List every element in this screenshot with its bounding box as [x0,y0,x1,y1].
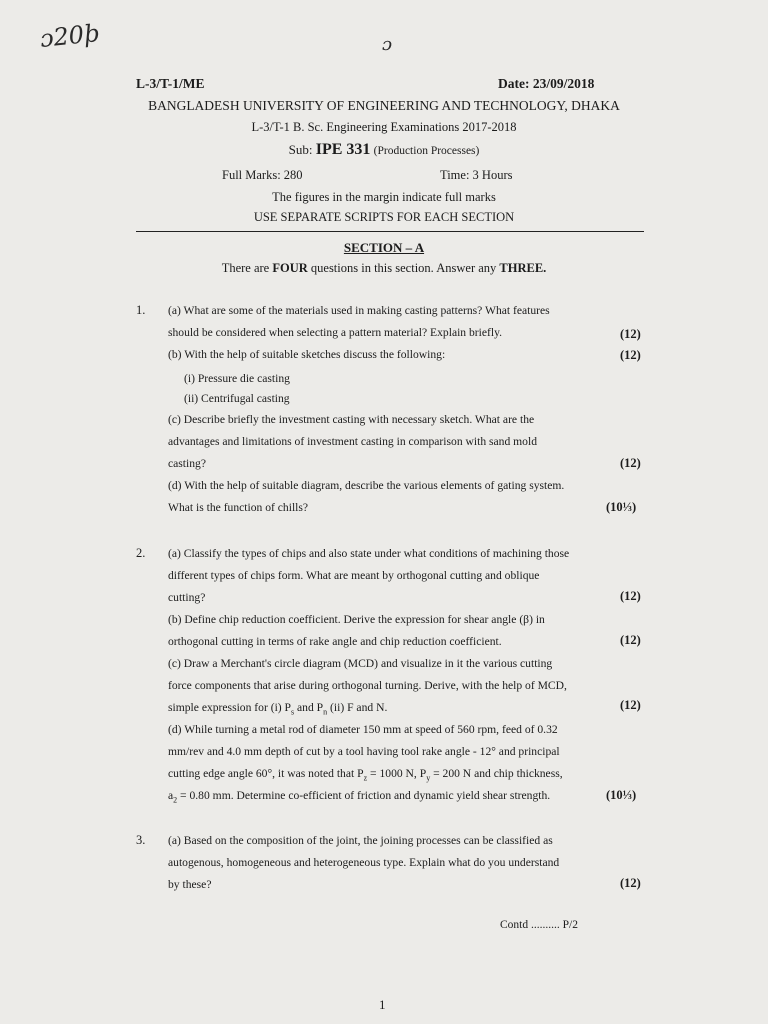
continued-note: Contd .......... P/2 [500,919,578,931]
question-text: simple expression for (i) P [168,701,292,714]
marks: (10⅓) [606,500,637,514]
subscript: 2 [173,795,178,805]
instruction-choice: THREE. [499,261,547,275]
question-line: orthogonal cutting in terms of rake angle and chip reduction coefficient. [168,635,502,648]
question-line: different types of chips form. What are meant by orthogonal cutting and oblique [168,569,540,582]
question-line: cutting? [168,591,206,604]
question-number: 3. [136,833,146,847]
section-instruction [0,261,768,276]
full-marks: Full Marks: 280 [222,168,303,182]
question-line [168,763,563,785]
page-number: 1 [379,997,386,1012]
instruction-count: FOUR [272,261,308,275]
subject-prefix: Sub: [288,142,313,157]
question-text: cutting edge angle 60°, it was noted that P [168,767,364,780]
marks: (12) [620,327,641,341]
subject-code: IPE 331 [315,141,371,158]
marks: (12) [620,698,641,712]
question-line: (ii) Centrifugal casting [184,392,290,405]
subject-line [0,141,768,159]
question-line: should be considered when selecting a pattern material? Explain briefly. [168,326,503,339]
subscript: z [363,773,368,783]
margin-note: The figures in the margin indicate full marks [272,190,496,204]
question-line: (c) Describe briefly the investment casting with necessary sketch. What are the [168,413,535,426]
marks: (12) [620,348,641,362]
handwritten-mark: ɔ [382,34,393,55]
question-line: (b) With the help of suitable sketches discuss the following: [168,348,446,361]
question-text: = 1000 N, P [367,767,427,780]
question-line: (i) Pressure die casting [184,372,290,385]
question-line: (a) What are some of the materials used in making casting patterns? What features [168,304,550,317]
subject-name: (Production Processes) [373,145,480,157]
question-line: (a) Based on the composition of the joint, the joining processes can be classified as [168,834,553,847]
question-line [168,697,387,719]
exam-date: Date: 23/09/2018 [498,76,595,91]
question-line: (b) Define chip reduction coefficient. Derive the expression for shear angle (β) in [168,613,545,626]
question-number: 2. [136,546,146,560]
subscript: y [426,773,431,783]
question-line: (c) Draw a Merchant's circle diagram (MCD) and visualize in it the various cutting [168,657,553,670]
subscript: s [291,707,295,717]
separate-scripts-note: USE SEPARATE SCRIPTS FOR EACH SECTION [253,210,515,224]
question-line: by these? [168,878,212,891]
subscript: n [323,707,328,717]
section-title: SECTION – A [343,240,425,255]
question-text: and P [294,701,324,714]
question-text: = 0.80 mm. Determine co-efficient of friction and dynamic yield shear strength. [177,789,551,802]
question-line: mm/rev and 4.0 mm depth of cut by a tool having tool rake angle - 12° and principal [168,745,560,758]
question-text: (ii) F and N. [327,701,388,714]
question-text: a [168,789,174,802]
header-divider [136,231,644,232]
marks: (12) [620,589,641,603]
question-text: = 200 N and chip thickness, [430,767,563,780]
question-line: casting? [168,457,206,470]
instruction-text: There are [221,261,273,275]
exam-time: Time: 3 Hours [440,168,513,182]
university-name: BANGLADESH UNIVERSITY OF ENGINEERING AND TECHNOLOGY, DHAKA [148,98,620,113]
question-line: What is the function of chills? [168,501,309,514]
question-line: (d) With the help of suitable diagram, describe the various elements of gating system. [168,479,565,492]
question-line: advantages and limitations of investment casting in comparison with sand mold [168,435,538,448]
question-line [168,785,550,807]
question-number: 1. [136,303,146,317]
exam-title: L-3/T-1 B. Sc. Engineering Examinations 2017-2018 [251,120,517,134]
handwritten-note: ɔ20þ [38,18,101,54]
marks: (12) [620,876,641,890]
instruction-text: questions in this section. Answer any [307,261,500,275]
question-line: autogenous, homogeneous and heterogeneous type. Explain what do you understand [168,856,560,869]
question-line: (a) Classify the types of chips and also state under what conditions of machining those [168,547,570,560]
course-code: L-3/T-1/ME [136,76,205,91]
question-line: force components that arise during orthogonal turning. Derive, with the help of MCD, [168,679,567,692]
question-line: (d) While turning a metal rod of diameter 150 mm at speed of 560 rpm, feed of 0.32 [168,723,558,736]
marks: (12) [620,633,641,647]
marks: (10⅓) [606,788,637,802]
marks: (12) [620,456,641,470]
